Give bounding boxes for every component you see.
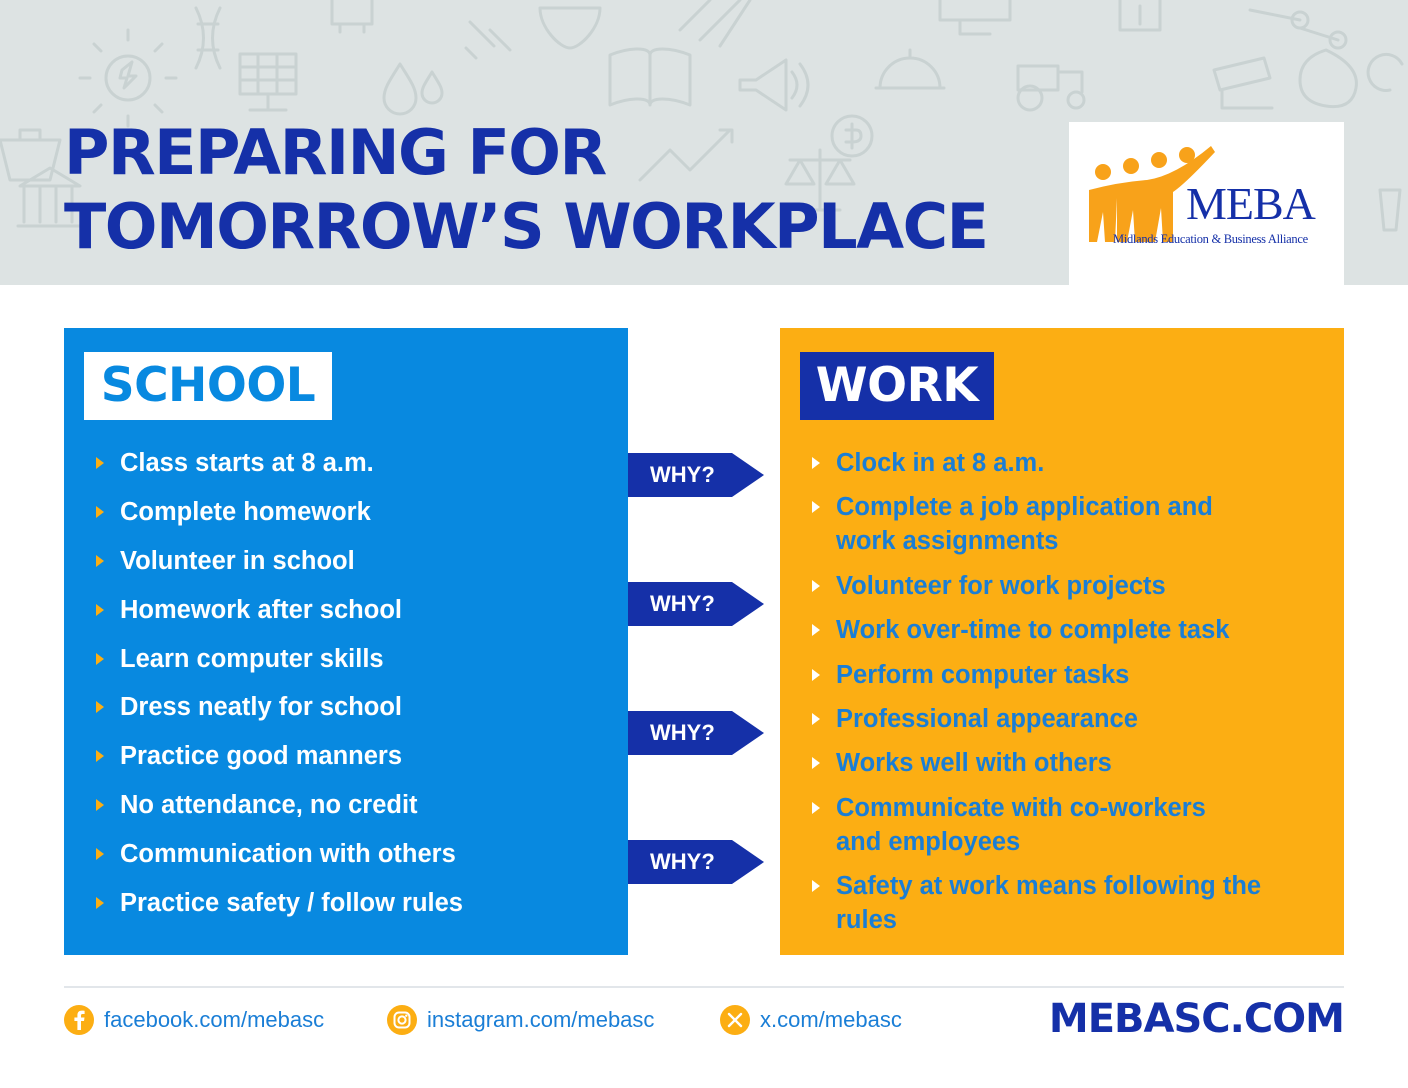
why-arrow	[628, 711, 764, 755]
list-item: Dress neatly for school	[96, 690, 402, 724]
list-item-line: Clock in at 8 a.m.	[836, 449, 1045, 477]
list-item-line: and employees	[836, 828, 1021, 856]
list-item-line: Works well with others	[836, 749, 1112, 777]
why-arrow	[628, 453, 764, 497]
why-arrow	[628, 840, 764, 884]
x-url[interactable]: x.com/mebasc	[760, 1007, 902, 1032]
list-item	[812, 869, 1261, 937]
list-item: Class starts at 8 a.m.	[96, 446, 374, 480]
list-item	[812, 746, 1112, 780]
list-item	[812, 446, 1044, 480]
instagram-url[interactable]: instagram.com/mebasc	[427, 1007, 655, 1032]
list-item-line: Complete a job application and	[836, 493, 1213, 521]
list-item-line: work assignments	[836, 527, 1059, 555]
school-label: SCHOOL	[84, 352, 332, 420]
logo-wordmark: MEBA	[1186, 178, 1315, 229]
school-panel	[64, 328, 628, 955]
facebook-url[interactable]: facebook.com/mebasc	[104, 1007, 325, 1032]
list-item	[812, 791, 1206, 859]
list-item	[812, 613, 1229, 647]
why-label: WHY?	[650, 849, 715, 874]
list-item-line: Work over-time to complete task	[836, 616, 1230, 644]
why-label: WHY?	[650, 591, 715, 616]
list-item: Practice safety / follow rules	[96, 886, 463, 920]
title-line-2: TOMORROW’S WORKPLACE	[64, 190, 988, 263]
facebook-icon	[64, 1005, 94, 1035]
list-item: No attendance, no credit	[96, 788, 418, 822]
footer-divider	[64, 986, 1344, 988]
why-label: WHY?	[650, 462, 715, 487]
why-arrow	[628, 582, 764, 626]
list-item	[812, 702, 1138, 736]
list-item: Complete homework	[96, 495, 371, 529]
page-title	[64, 116, 987, 264]
list-item: Homework after school	[96, 593, 402, 627]
list-item: Practice good manners	[96, 739, 402, 773]
work-panel	[780, 328, 1344, 955]
list-item-line: Volunteer for work projects	[836, 572, 1166, 600]
list-item-line: Professional appearance	[836, 705, 1138, 733]
list-item: Learn computer skills	[96, 642, 384, 676]
meba-logo	[1069, 122, 1344, 285]
list-item-line: rules	[836, 906, 897, 934]
list-item: Volunteer in school	[96, 544, 355, 578]
list-item-line: Communicate with co-workers	[836, 794, 1206, 822]
instagram-icon	[387, 1005, 417, 1035]
header-banner	[0, 0, 1408, 285]
logo-subtitle: Midlands Education & Business Alliance	[1113, 232, 1308, 246]
facebook-link[interactable]	[64, 1004, 324, 1036]
instagram-link[interactable]	[387, 1004, 654, 1036]
list-item-line: Perform computer tasks	[836, 661, 1130, 689]
list-item	[812, 658, 1129, 692]
why-label: WHY?	[650, 720, 715, 745]
x-icon	[720, 1005, 750, 1035]
list-item	[812, 490, 1213, 558]
list-item	[812, 569, 1166, 603]
list-item: Communication with others	[96, 837, 456, 871]
title-line-1: PREPARING FOR	[64, 116, 606, 189]
website-link[interactable]: MEBASC.COM	[1048, 996, 1344, 1042]
list-item-line: Safety at work means following the	[836, 872, 1262, 900]
x-link[interactable]	[720, 1004, 902, 1036]
work-label: WORK	[800, 352, 994, 420]
